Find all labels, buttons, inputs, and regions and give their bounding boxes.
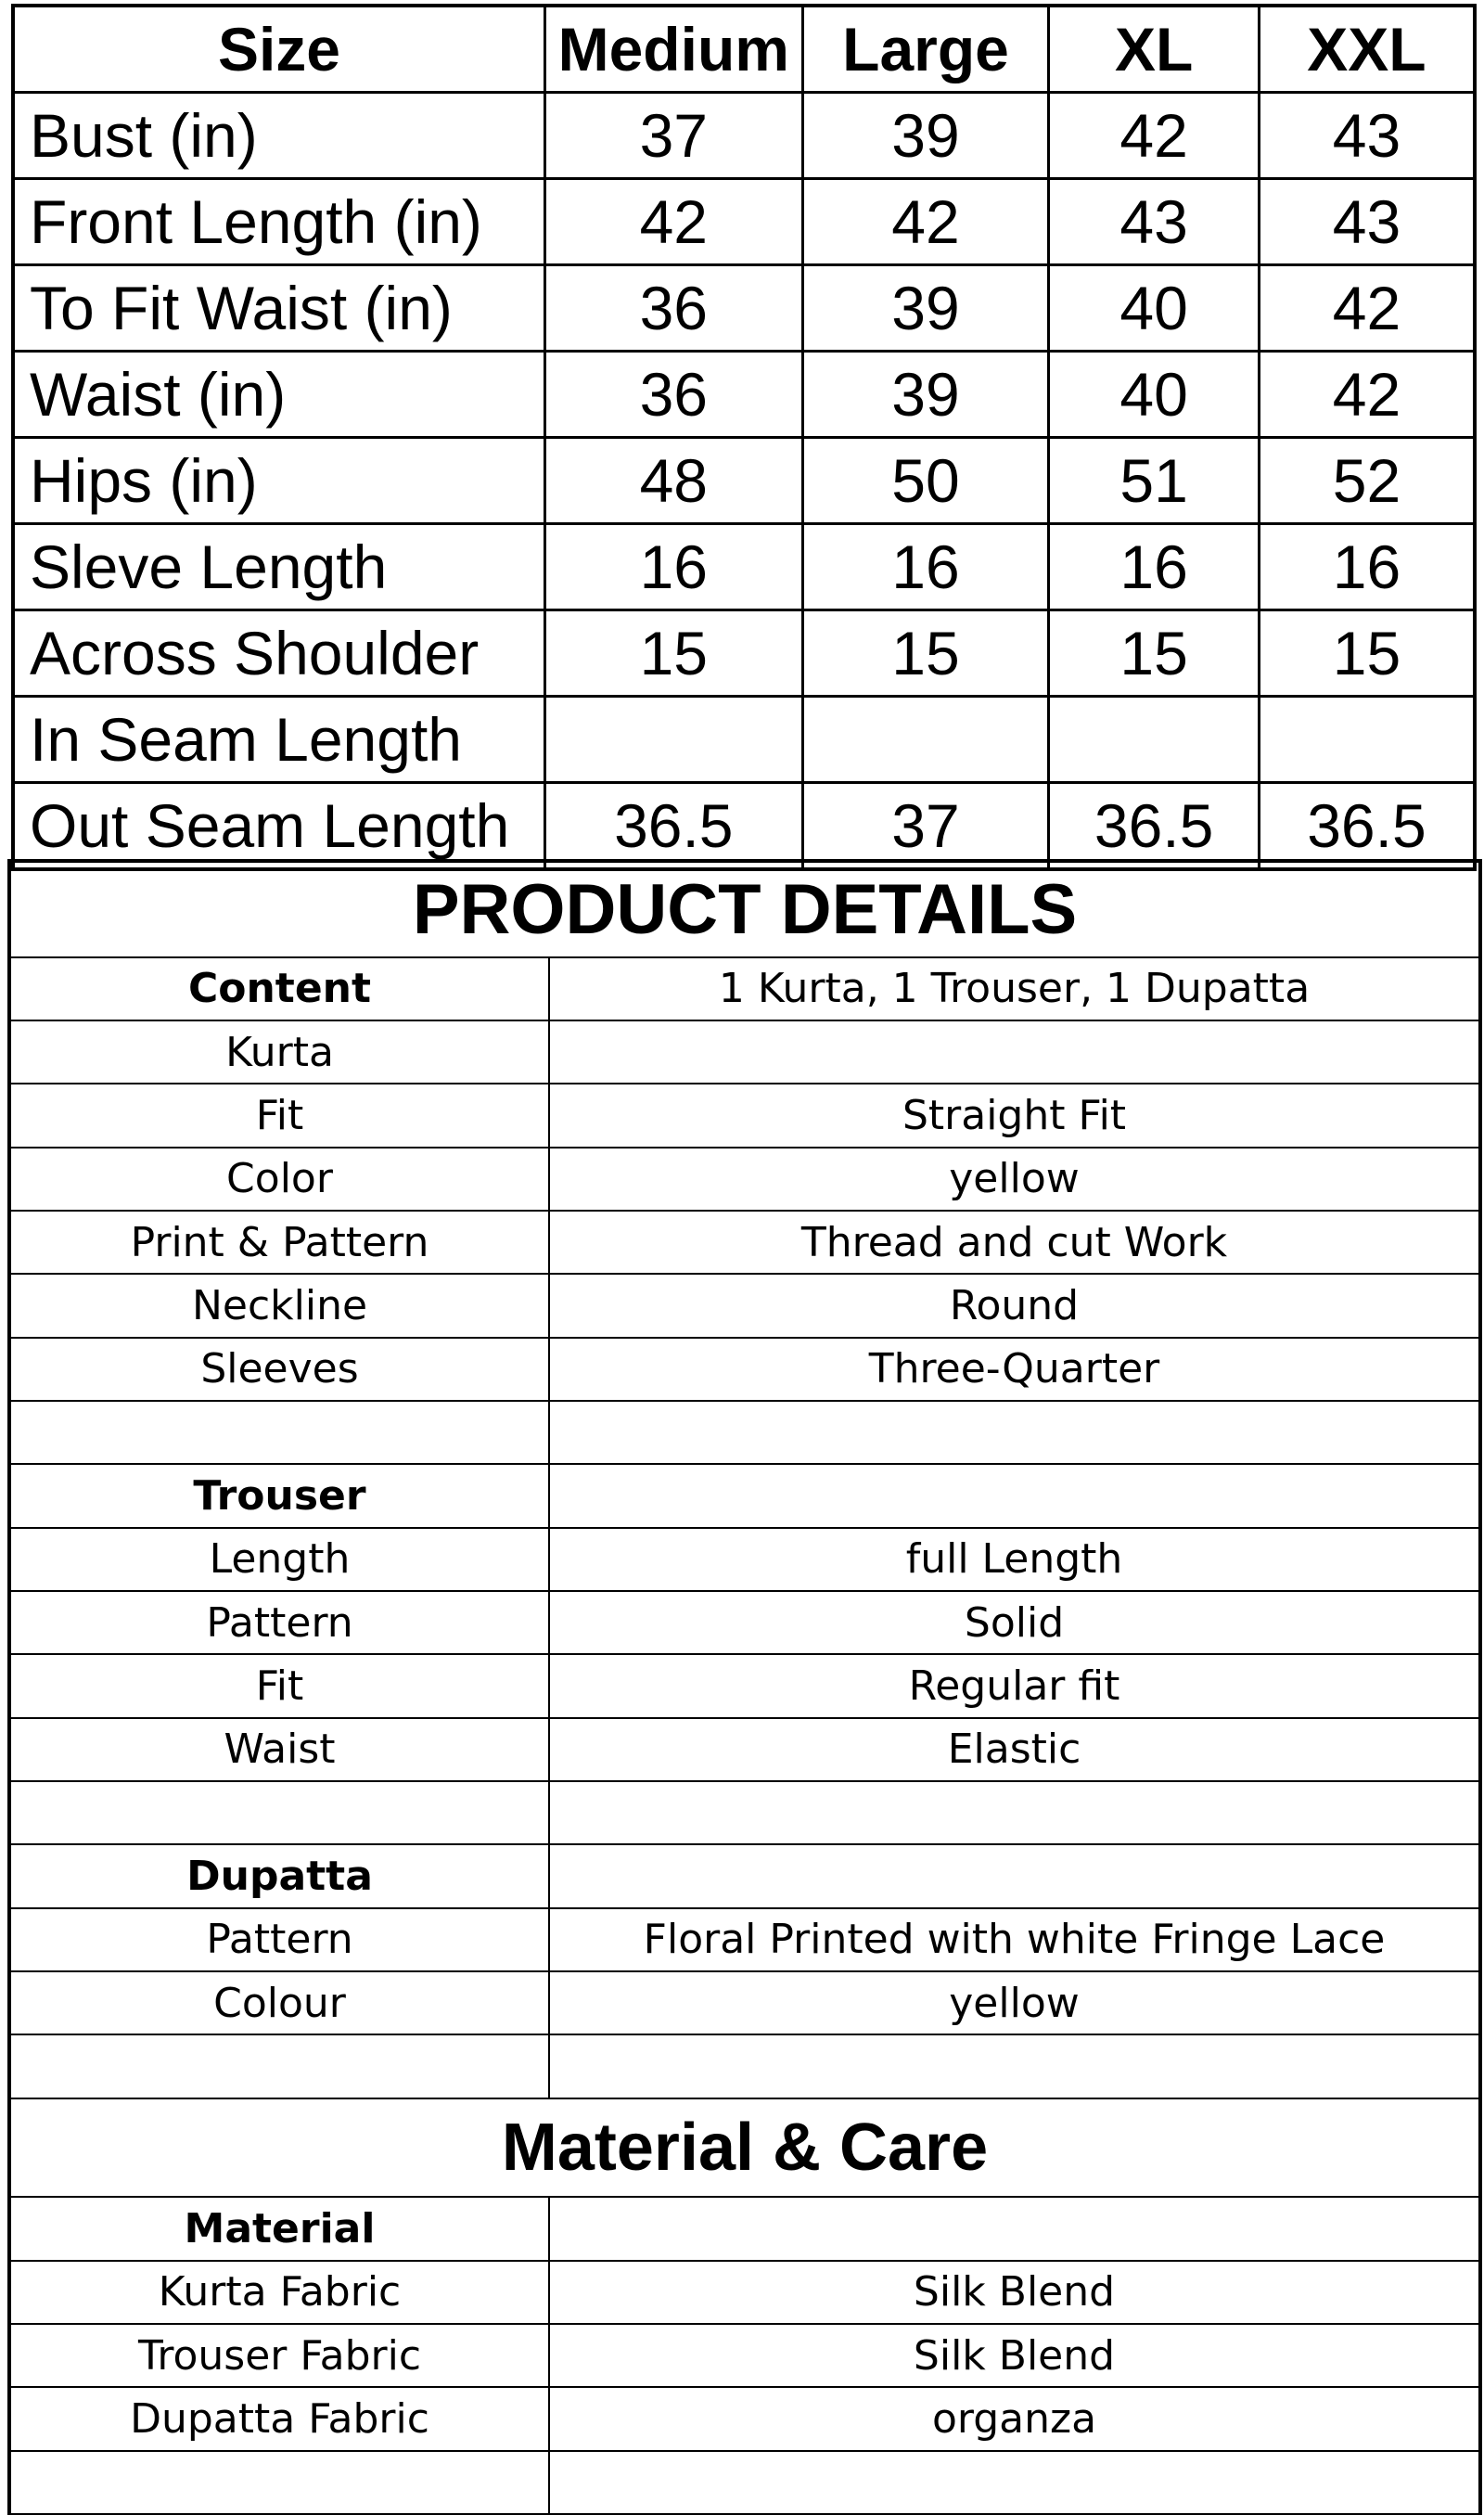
- detail-value: [549, 1401, 1480, 1464]
- measurement-value: 15: [1049, 610, 1260, 697]
- measurement-label: Bust (in): [13, 93, 544, 179]
- detail-value: [549, 2197, 1480, 2260]
- measurement-value: 36.5: [544, 783, 802, 870]
- measurement-value: 42: [1259, 352, 1475, 438]
- product-details-title: PRODUCT DETAILS: [9, 861, 1480, 957]
- size-chart-row: [13, 610, 1475, 697]
- measurement-label: Sleve Length: [13, 524, 544, 610]
- detail-row: [9, 2261, 1480, 2324]
- detail-row: [9, 2197, 1480, 2260]
- detail-row: [9, 1338, 1480, 1401]
- detail-value: Thread and cut Work: [549, 1211, 1480, 1274]
- measurement-value: 16: [1259, 524, 1475, 610]
- detail-row: [9, 2451, 1480, 2514]
- product-details-title-row: [9, 861, 1480, 957]
- detail-key: Content: [9, 957, 549, 1020]
- measurement-value: 15: [802, 610, 1049, 697]
- size-chart-row: [13, 265, 1475, 352]
- detail-row: [9, 1844, 1480, 1907]
- detail-row: [9, 957, 1480, 1020]
- detail-key: Material: [9, 2197, 549, 2260]
- measurement-value: 42: [1049, 93, 1260, 179]
- measurement-value: [1259, 697, 1475, 783]
- size-chart-row: [13, 352, 1475, 438]
- measurement-label: To Fit Waist (in): [13, 265, 544, 352]
- material-care-title-row: [9, 2098, 1480, 2198]
- measurement-value: 16: [802, 524, 1049, 610]
- detail-row: [9, 1971, 1480, 2034]
- measurement-label: In Seam Length: [13, 697, 544, 783]
- product-details-table: [7, 859, 1482, 2515]
- detail-key: Pattern: [9, 1908, 549, 1971]
- detail-value: [549, 1844, 1480, 1907]
- detail-value: Silk Blend: [549, 2324, 1480, 2387]
- detail-row: [9, 1654, 1480, 1717]
- detail-key: Pattern: [9, 1591, 549, 1654]
- detail-row: [9, 1591, 1480, 1654]
- detail-row: [9, 1274, 1480, 1337]
- detail-row: [9, 1148, 1480, 1211]
- detail-value: yellow: [549, 1971, 1480, 2034]
- detail-row: [9, 1211, 1480, 1274]
- detail-key: Fit: [9, 1654, 549, 1717]
- size-header-cell: XL: [1049, 6, 1260, 93]
- measurement-value: [802, 697, 1049, 783]
- detail-value: [549, 2451, 1480, 2514]
- detail-key: Fit: [9, 1084, 549, 1147]
- measurement-value: 43: [1259, 93, 1475, 179]
- measurement-value: 42: [802, 179, 1049, 265]
- detail-row: [9, 1528, 1480, 1591]
- size-chart-table: [11, 4, 1477, 871]
- detail-row: [9, 1464, 1480, 1527]
- detail-value: Straight Fit: [549, 1084, 1480, 1147]
- measurement-value: 37: [802, 783, 1049, 870]
- measurement-value: [1049, 697, 1260, 783]
- measurement-value: 39: [802, 352, 1049, 438]
- detail-row: [9, 1020, 1480, 1084]
- detail-key: Kurta: [9, 1020, 549, 1084]
- measurement-value: 52: [1259, 438, 1475, 524]
- detail-value: organza: [549, 2387, 1480, 2450]
- detail-value: Floral Printed with white Fringe Lace: [549, 1908, 1480, 1971]
- detail-key: Colour: [9, 1971, 549, 2034]
- measurement-value: 51: [1049, 438, 1260, 524]
- size-header-cell: XXL: [1259, 6, 1475, 93]
- measurement-label: Across Shoulder: [13, 610, 544, 697]
- detail-value: Silk Blend: [549, 2261, 1480, 2324]
- size-header-cell: Medium: [544, 6, 802, 93]
- measurement-value: 42: [544, 179, 802, 265]
- detail-key: [9, 1781, 549, 1844]
- measurement-value: 37: [544, 93, 802, 179]
- measurement-label: Out Seam Length: [13, 783, 544, 870]
- size-header-cell: Size: [13, 6, 544, 93]
- detail-key: Dupatta Fabric: [9, 2387, 549, 2450]
- detail-row: [9, 1908, 1480, 1971]
- detail-key: Print & Pattern: [9, 1211, 549, 1274]
- detail-row: [9, 1781, 1480, 1844]
- size-chart-row: [13, 438, 1475, 524]
- measurement-label: Hips (in): [13, 438, 544, 524]
- measurement-value: 40: [1049, 352, 1260, 438]
- size-header-cell: Large: [802, 6, 1049, 93]
- detail-key: Length: [9, 1528, 549, 1591]
- measurement-value: 16: [1049, 524, 1260, 610]
- detail-key: Dupatta: [9, 1844, 549, 1907]
- detail-row: [9, 1718, 1480, 1781]
- detail-value: 1 Kurta, 1 Trouser, 1 Dupatta: [549, 957, 1480, 1020]
- measurement-value: [544, 697, 802, 783]
- measurement-value: 39: [802, 265, 1049, 352]
- measurement-value: 39: [802, 93, 1049, 179]
- measurement-value: 48: [544, 438, 802, 524]
- detail-value: Elastic: [549, 1718, 1480, 1781]
- detail-value: yellow: [549, 1148, 1480, 1211]
- measurement-value: 36.5: [1049, 783, 1260, 870]
- measurement-value: 50: [802, 438, 1049, 524]
- detail-key: Sleeves: [9, 1338, 549, 1401]
- measurement-value: 16: [544, 524, 802, 610]
- detail-value: [549, 1781, 1480, 1844]
- measurement-label: Front Length (in): [13, 179, 544, 265]
- measurement-label: Waist (in): [13, 352, 544, 438]
- detail-key: Waist: [9, 1718, 549, 1781]
- detail-key: Trouser: [9, 1464, 549, 1527]
- detail-row: [9, 2387, 1480, 2450]
- size-chart-row: [13, 93, 1475, 179]
- detail-value: Three-Quarter: [549, 1338, 1480, 1401]
- detail-value: Regular fit: [549, 1654, 1480, 1717]
- detail-key: [9, 1401, 549, 1464]
- detail-value: [549, 1020, 1480, 1084]
- detail-value: Solid: [549, 1591, 1480, 1654]
- measurement-value: 42: [1259, 265, 1475, 352]
- detail-key: Trouser Fabric: [9, 2324, 549, 2387]
- detail-key: Color: [9, 1148, 549, 1211]
- detail-value: [549, 1464, 1480, 1527]
- measurement-value: 36.5: [1259, 783, 1475, 870]
- measurement-value: 40: [1049, 265, 1260, 352]
- detail-key: [9, 2034, 549, 2098]
- detail-key: [9, 2451, 549, 2514]
- detail-value: full Length: [549, 1528, 1480, 1591]
- measurement-value: 15: [1259, 610, 1475, 697]
- detail-key: Kurta Fabric: [9, 2261, 549, 2324]
- size-chart-header-row: [13, 6, 1475, 93]
- detail-value: [549, 2034, 1480, 2098]
- measurement-value: 36: [544, 352, 802, 438]
- detail-row: [9, 2324, 1480, 2387]
- material-care-title: Material & Care: [9, 2098, 1480, 2198]
- size-chart-row: [13, 179, 1475, 265]
- measurement-value: 15: [544, 610, 802, 697]
- size-chart-row: [13, 524, 1475, 610]
- measurement-value: 43: [1049, 179, 1260, 265]
- detail-row: [9, 2034, 1480, 2098]
- size-chart-row: [13, 697, 1475, 783]
- detail-row: [9, 1084, 1480, 1147]
- detail-value: Round: [549, 1274, 1480, 1337]
- measurement-value: 36: [544, 265, 802, 352]
- size-chart-row: [13, 783, 1475, 870]
- detail-row: [9, 1401, 1480, 1464]
- detail-key: Neckline: [9, 1274, 549, 1337]
- measurement-value: 43: [1259, 179, 1475, 265]
